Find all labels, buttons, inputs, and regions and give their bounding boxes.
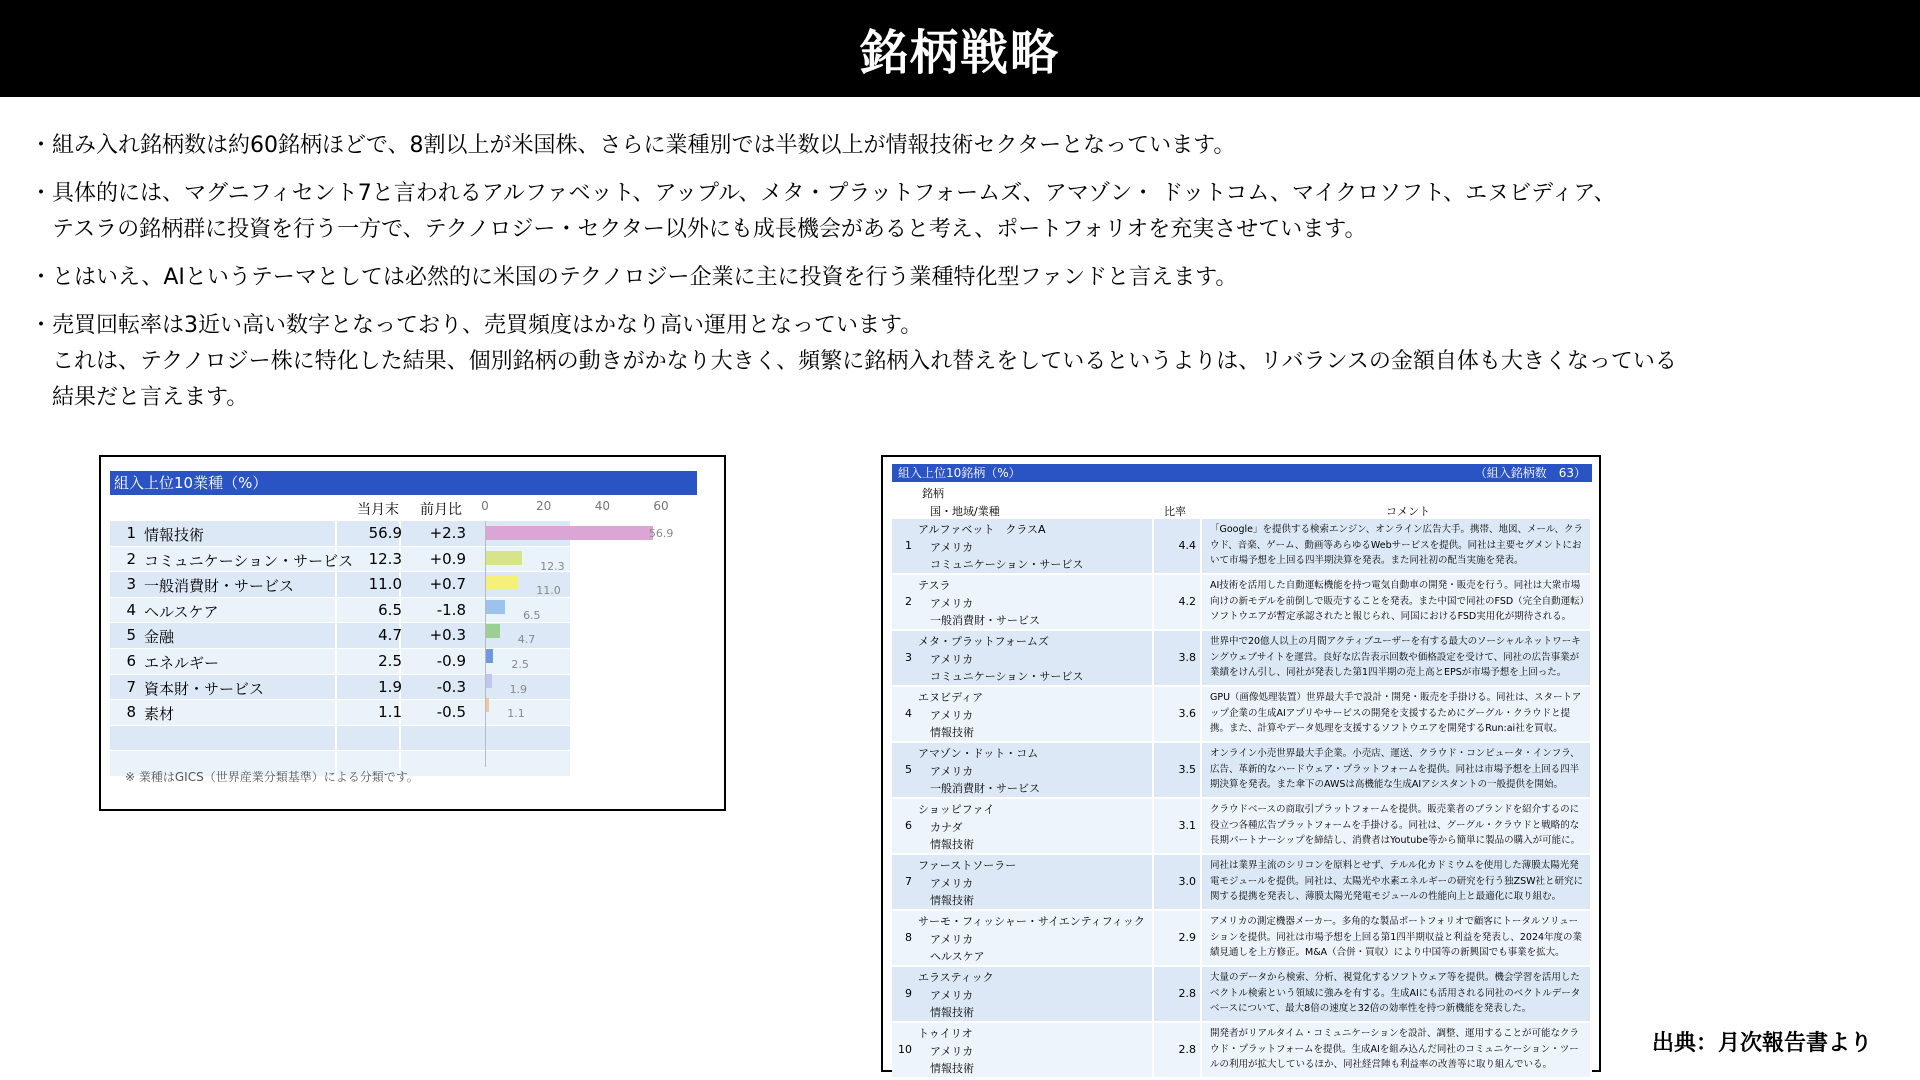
source-note: 出典：月次報告書より (1652, 1031, 1873, 1056)
col-stock: 銘柄 (922, 487, 944, 500)
column-divider (335, 726, 337, 751)
stock-name: メタ・プラットフォームズ (918, 635, 1049, 648)
stock-rank: 5 (905, 763, 912, 776)
stock-country: アメリカ (930, 1045, 974, 1058)
bar-value-label: 6.5 (523, 608, 541, 622)
stock-name: ファーストソーラー (918, 859, 1017, 872)
column-divider (335, 675, 337, 700)
sector-change: +0.3 (429, 626, 466, 645)
bar-value-label: 4.7 (517, 633, 536, 647)
col-ratio: 比率 (1164, 505, 1186, 518)
stock-comment: 「Google」を提供する検索エンジン、オンライン広告大手。携帯、地図、メール、クラウド、音楽、ゲーム、動画等あらゆるWebサービスを提供。同社は主要セグメントにおいて市場予想を上回る四半期決算を発表。また同社初の配当実施を発表。 (1210, 524, 1584, 566)
stock-sector: 情報技術 (930, 726, 974, 739)
bullet-item (30, 308, 1910, 416)
bar-value-label: 56.9 (648, 527, 674, 540)
stock-ratio: 3.1 (1178, 819, 1196, 832)
bar-value-label: 2.5 (511, 658, 529, 671)
stock-rank: 3 (905, 651, 912, 664)
stock-sector: ヘルスケア (930, 950, 985, 963)
stock-sector: 情報技術 (930, 838, 974, 851)
bullet-item (30, 260, 1910, 296)
stock-name: エラスティック (918, 971, 994, 984)
sector-rank: 3 (126, 575, 136, 594)
stock-comment: 大量のデータから検索、分析、視覚化するソフトウェア等を提供。機会学習を活用したベクトル検索という領域に強みを有する。生成AIにも活用される同社のベクトルデータベースについて、最大8倍の速度と32倍の効率性を持つ新機能を発表した。 (1210, 972, 1581, 1014)
stock-ratio: 3.5 (1178, 763, 1196, 776)
stock-sector: コミュニケーション・サービス (930, 558, 1084, 571)
sector-name: コミュニケーション・サービス (144, 551, 354, 570)
stock-row (892, 631, 1592, 687)
sector-name: 情報技術 (144, 526, 205, 544)
stock-cell (892, 967, 1154, 1021)
comment-cell (1204, 743, 1592, 797)
stock-cell (892, 519, 1154, 573)
stock-comment: AI技術を活用した自動運転機能を持つ電気自動車の開発・販売を行う。同社は大衆市場向けの新モデルを前倒しで販売することを発表。また中国で同社のFSD（完全自動運転）ソフトウエアが暫定承認されたと報じられ、同国におけるFSD実用化が期待される。 (1210, 580, 1585, 622)
stock-ratio: 4.2 (1178, 595, 1196, 608)
stock-row (892, 519, 1592, 575)
stock-rank: 6 (905, 819, 912, 832)
sector-change: +2.3 (429, 524, 466, 542)
sector-value: 6.5 (378, 600, 402, 619)
sector-value: 1.1 (378, 703, 402, 722)
axis-tick-label: 0 (481, 499, 489, 513)
stock-comment: 同社は業界主流のシリコンを原料とせず、テルル化カドミウムを使用した薄膜太陽光発電モジュールを提供。同社は、太陽光や水素エネルギーの研究を行う独ZSW社と研究に関する提携を発表し、薄膜太陽光発電モジュールの性能向上と最適化に取り組む。 (1210, 860, 1584, 902)
ratio-cell (1156, 687, 1202, 741)
sector-name: ヘルスケア (144, 602, 219, 621)
sector-rank: 4 (126, 600, 136, 619)
stock-country: アメリカ (930, 541, 974, 554)
stock-name: アマゾン・ドット・コム (918, 747, 1039, 760)
stock-comment: 世界中で20億人以上の月間アクティブユーザーを有する最大のソーシャルネットワーキングウェブサイトを運営。良好な広告表示回数や価格設定を受けて、同社の広告事業が業績をけん引し、同社が発表した第1四半期の売上高とEPSが市場予想を上回った。 (1210, 636, 1581, 678)
stock-count: （組入銘柄数 63） (1474, 466, 1586, 480)
sector-value: 56.9 (368, 524, 402, 542)
ratio-cell (1156, 799, 1202, 853)
stock-sector: 一般消費財・サービス (930, 614, 1040, 627)
sector-change: -0.9 (436, 651, 466, 670)
column-divider (335, 572, 337, 597)
bar-value-label: 1.1 (507, 707, 525, 721)
stock-row (892, 967, 1592, 1023)
sector-bar (486, 674, 492, 688)
stock-country: アメリカ (930, 709, 974, 722)
bullet-line: ・ 売買回転率は3近い高い数字となっており、売買頻度はかなり高い運用となっています。 (52, 313, 923, 338)
stock-column-headers (892, 482, 1592, 519)
bullet-line: 結果だと言えます。 (52, 385, 249, 410)
sector-bar (486, 551, 522, 565)
col-country: 国・地域/業種 (930, 505, 1000, 518)
stock-comment: オンライン小売世界最大手企業。小売店、運送、クラウド・コンピュータ・インフラ、広告、革新的なハードウェア・プラットフォームを提供。同社は市場予想を上回る四半期決算を発表。また傘下のAWSは高機能な生成AIアシスタントの一般提供を開始。 (1210, 748, 1580, 790)
page-title: 銘柄戦略 (859, 25, 1060, 81)
stock-sector: コミュニケーション・サービス (930, 670, 1084, 683)
sector-value: 1.9 (378, 677, 402, 696)
stock-ratio: 2.8 (1178, 1043, 1196, 1056)
sector-name: 金融 (144, 628, 175, 647)
sector-bar (486, 600, 505, 614)
sector-value: 4.7 (378, 626, 402, 645)
sector-change: +0.7 (429, 575, 466, 594)
comment-cell (1204, 575, 1592, 629)
stock-sector: 情報技術 (930, 1006, 974, 1019)
sector-rank: 7 (126, 677, 136, 696)
sector-rank: 6 (126, 651, 136, 670)
stock-cell (892, 631, 1154, 685)
stock-cell (892, 799, 1154, 853)
stock-country: アメリカ (930, 597, 974, 610)
column-divider (335, 649, 337, 674)
sector-name: 一般消費財・サービス (144, 577, 295, 596)
title-bar (0, 0, 1920, 97)
stock-name: トゥイリオ (918, 1027, 973, 1040)
sector-value: 12.3 (368, 549, 402, 568)
stock-comment: 開発者がリアルタイム・コミュニケーションを設計、調整、運用することが可能なクラウド・プラットフォームを提供。生成AIを組み込んだ同社のコミュニケーション・ツールの利用が拡大しているほか、同社経営陣も利益率の改善等に取り組んでいる。 (1210, 1028, 1579, 1070)
ratio-cell (1156, 519, 1202, 573)
bullet-item (30, 128, 1910, 164)
ratio-cell (1156, 967, 1202, 1021)
sector-value: 11.0 (368, 575, 402, 594)
sector-rank: 8 (126, 703, 136, 722)
column-divider (335, 700, 337, 725)
stock-name: アルファベット クラスA (918, 523, 1046, 536)
stock-name: サーモ・フィッシャー・サイエンティフィック (918, 915, 1145, 928)
stock-row (892, 687, 1592, 743)
stock-ratio: 2.9 (1178, 931, 1196, 944)
ratio-cell (1156, 575, 1202, 629)
stock-cell (892, 743, 1154, 797)
sector-panel (99, 455, 726, 811)
stock-ratio: 3.0 (1178, 875, 1196, 888)
stock-country: アメリカ (930, 933, 974, 946)
sector-bar (486, 649, 493, 663)
sector-rank: 1 (126, 524, 136, 542)
stock-ratio: 3.8 (1178, 651, 1196, 664)
stock-country: アメリカ (930, 877, 974, 890)
ratio-cell (1156, 855, 1202, 909)
stock-rank: 9 (905, 987, 912, 1000)
stock-rank: 10 (898, 1043, 912, 1056)
stock-comment: アメリカの測定機器メーカー。多角的な製品ポートフォリオで顧客にトータルソリューションを提供。同社は市場予想を上回る第1四半期収益と利益を発表し、2024年度の業績見通しを上方修正。M&A（合併・買収）により中国等の新興国でも事業を拡大。 (1210, 916, 1583, 958)
stock-rank: 7 (905, 875, 912, 888)
axis-tick-label: 60 (653, 499, 669, 513)
sector-rank: 2 (126, 549, 136, 568)
stock-row (892, 575, 1592, 631)
stock-cell (892, 1023, 1154, 1077)
stock-ratio: 4.4 (1178, 539, 1196, 552)
sector-change: -1.8 (436, 600, 466, 619)
stock-row (892, 743, 1592, 799)
comment-cell (1204, 911, 1592, 965)
stock-sector: 一般消費財・サービス (930, 782, 1040, 795)
comment-cell (1204, 967, 1592, 1021)
ratio-cell (1156, 631, 1202, 685)
stock-rank: 8 (905, 931, 912, 944)
sector-bar (486, 624, 500, 638)
ratio-cell (1156, 743, 1202, 797)
sector-rank: 5 (126, 626, 136, 645)
sector-change: +0.9 (429, 549, 466, 568)
stock-row (892, 855, 1592, 911)
column-divider (335, 623, 337, 648)
stock-row (892, 911, 1592, 967)
stock-panel (881, 455, 1601, 1075)
stock-cell (892, 911, 1154, 965)
sector-change: -0.3 (436, 677, 466, 696)
stock-sector: 情報技術 (930, 894, 974, 907)
stock-country: カナダ (930, 821, 963, 834)
comment-cell (1204, 631, 1592, 685)
x-axis-ticks (481, 497, 685, 517)
bullet-line: ・ 具体的には、マグニフィセント7と言われるアルファベット、アップル、メタ・プラットフォームズ、アマゾン・ ドットコム、マイクロソフト、エヌビディア、 (52, 181, 1616, 206)
comment-cell (1204, 799, 1592, 853)
stock-country: アメリカ (930, 765, 974, 778)
stock-name: エヌビディア (918, 691, 984, 704)
stock-table (892, 519, 1592, 1079)
bullet-line: テスラの銘柄群に投資を行う一方で、テクノロジー・セクター以外にも成長機会があると考え、ポートフォリオを充実させています。 (52, 217, 1367, 242)
bar-value-label: 11.0 (536, 584, 561, 598)
stock-sector: 情報技術 (930, 1062, 974, 1075)
sector-title: 組入上位10業種（%） (110, 471, 697, 495)
stock-ratio: 2.8 (1178, 987, 1196, 1000)
stock-country: アメリカ (930, 989, 974, 1002)
bullet-line: ・ とはいえ、AIというテーマとしては必然的に米国のテクノロジー企業に主に投資を行う業種特化型ファンドと言えます。 (52, 265, 1238, 290)
axis-tick-label: 20 (536, 499, 552, 513)
bar-value-label: 1.9 (509, 682, 528, 696)
bullet-item (30, 176, 1910, 248)
bar-value-label: 12.3 (540, 559, 565, 573)
sector-bar (486, 526, 653, 540)
column-divider (399, 726, 401, 751)
stock-rank: 4 (905, 707, 912, 720)
bullet-line: ・ 組み入れ銘柄数は約60銘柄ほどで、8割以上が米国株、さらに業種別では半数以上が情報技術セクターとなっています。 (52, 133, 1236, 158)
bullet-line: これは、テクノロジー株に特化した結果、個別銘柄の動きがかなり大きく、頻繁に銘柄入れ替えをしているというよりは、リバランスの金額自体も大きくなっている (52, 349, 1677, 374)
sector-value: 2.5 (378, 651, 402, 670)
stock-rank: 1 (905, 539, 912, 552)
axis-tick-label: 40 (594, 499, 610, 513)
comment-cell (1204, 519, 1592, 573)
stock-row (892, 1023, 1592, 1079)
sector-note: ※ 業種はGICS（世界産業分類基準）による分類です。 (125, 770, 419, 784)
stock-row (892, 799, 1592, 855)
ratio-cell (1156, 1023, 1202, 1077)
sector-name: エネルギー (144, 653, 220, 672)
sector-change: -0.5 (436, 703, 466, 722)
sector-name: 素材 (144, 705, 175, 724)
sector-bar (486, 575, 518, 589)
sector-bar (486, 698, 489, 712)
ratio-cell (1156, 911, 1202, 965)
column-divider (335, 598, 337, 623)
stock-cell (892, 855, 1154, 909)
comment-cell (1204, 1023, 1592, 1077)
sector-bar-chart (485, 521, 716, 767)
stock-comment: クラウドベースの商取引プラットフォームを提供。販売業者のブランドを紹介するのに役立つ各種広告プラットフォームを手掛ける。同社は、グーグル・クラウドと戦略的な長期パートナーシップを締結し、消費者はYoutube等から簡単に製品の購入が可能に。 (1210, 804, 1581, 846)
stock-name: テスラ (918, 579, 951, 592)
stock-comment: GPU（画像処理装置）世界最大手で設計・開発・販売を手掛ける。同社は、スタートアップ企業の生成AIアプリやサービスの開発を支援するためにグーグル・クラウドと提携。また、計算やデータ処理を支援するソフトウエアを開発するRun:ai社を買収。 (1210, 692, 1582, 734)
stock-cell (892, 687, 1154, 741)
stock-country: アメリカ (930, 653, 974, 666)
stock-cell (892, 575, 1154, 629)
stock-header (892, 464, 1592, 482)
stock-rank: 2 (905, 595, 912, 608)
comment-cell (1204, 855, 1592, 909)
sector-name: 資本財・サービス (144, 679, 265, 698)
col-current: 当月末 (357, 502, 399, 518)
stock-title: 組入上位10銘柄（%） (898, 466, 1021, 480)
col-comment: コメント (1386, 505, 1430, 518)
stock-ratio: 3.6 (1178, 707, 1196, 720)
comment-cell (1204, 687, 1592, 741)
column-divider (335, 521, 337, 546)
bullet-list (30, 128, 1910, 428)
stock-name: ショッピファイ (918, 803, 995, 816)
col-change: 前月比 (420, 502, 462, 518)
